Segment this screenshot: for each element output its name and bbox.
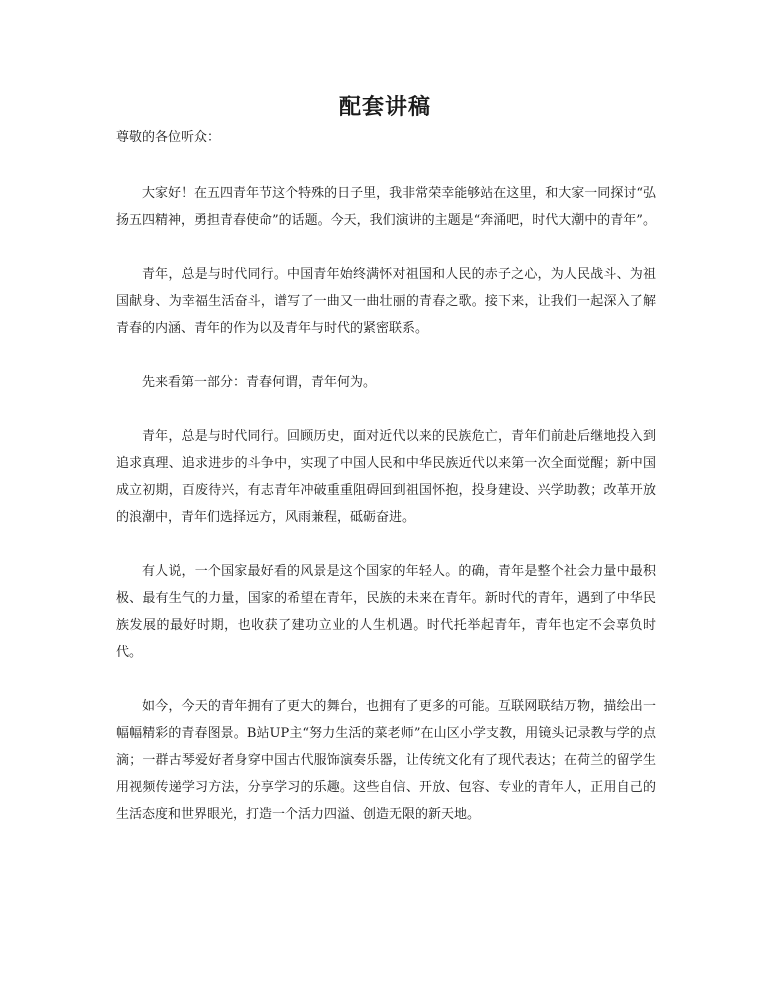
paragraph-youth-strength: 有人说，一个国家最好看的风景是这个国家的年轻人。的确，青年是整个社会力量中最积极、最有生气的力量，国家的希望在青年，民族的未来在青年。新时代的青年，遇到了中华民族发展的最好时期，也收获了建功立业的人生机遇。时代托举起青年，青年也定不会辜负时代。: [116, 564, 656, 660]
salutation: 尊敬的各位听众：: [116, 130, 221, 145]
paragraph-greeting: 大家好！在五四青年节这个特殊的日子里，我非常荣幸能够站在这里，和大家一同探讨“弘扬五四精神，勇担青春使命”的话题。今天，我们演讲的主题是“奔涌吧，时代大潮中的青年”。: [116, 186, 656, 228]
paragraph-new-era: 如今，今天的青年拥有了更大的舞台，也拥有了更多的可能。互联网联结万物，描绘出一幅幅精彩的青春图景。B站UP主“努力生活的菜老师”在山区小学支教，用镜头记录教与学的点滴；一群古琴爱好者身穿中国古代服饰演奏乐器，让传统文化有了现代表达；在荷兰的留学生用视频传递学习方法，分享学习的乐趣。这些自信、开放、包容、专业的青年人，正用自己的生活态度和世界眼光，打造一个活力四溢、创造无限的新天地。: [116, 699, 656, 822]
paragraph-intro: 青年，总是与时代同行。中国青年始终满怀对祖国和人民的赤子之心，为人民战斗、为祖国献身、为幸福生活奋斗，谱写了一曲又一曲壮丽的青春之歌。接下来，让我们一起深入了解青春的内涵、青年的作为以及青年与时代的紧密联系。: [116, 267, 656, 336]
paragraph-history: 青年，总是与时代同行。回顾历史，面对近代以来的民族危亡，青年们前赴后继地投入到追求真理、追求进步的斗争中，实现了中国人民和中华民族近代以来第一次全面觉醒；新中国成立初期，百废待兴，有志青年冲破重重阻碍回到祖国怀抱，投身建设、兴学助教；改革开放的浪潮中，青年们选择远方，风雨兼程，砥砺奋进。: [116, 429, 656, 525]
document-body: [116, 180, 656, 855]
paragraph-section-heading: 先来看第一部分：青春何谓，青年何为。: [142, 375, 377, 390]
document-title: 配套讲稿: [338, 94, 431, 120]
